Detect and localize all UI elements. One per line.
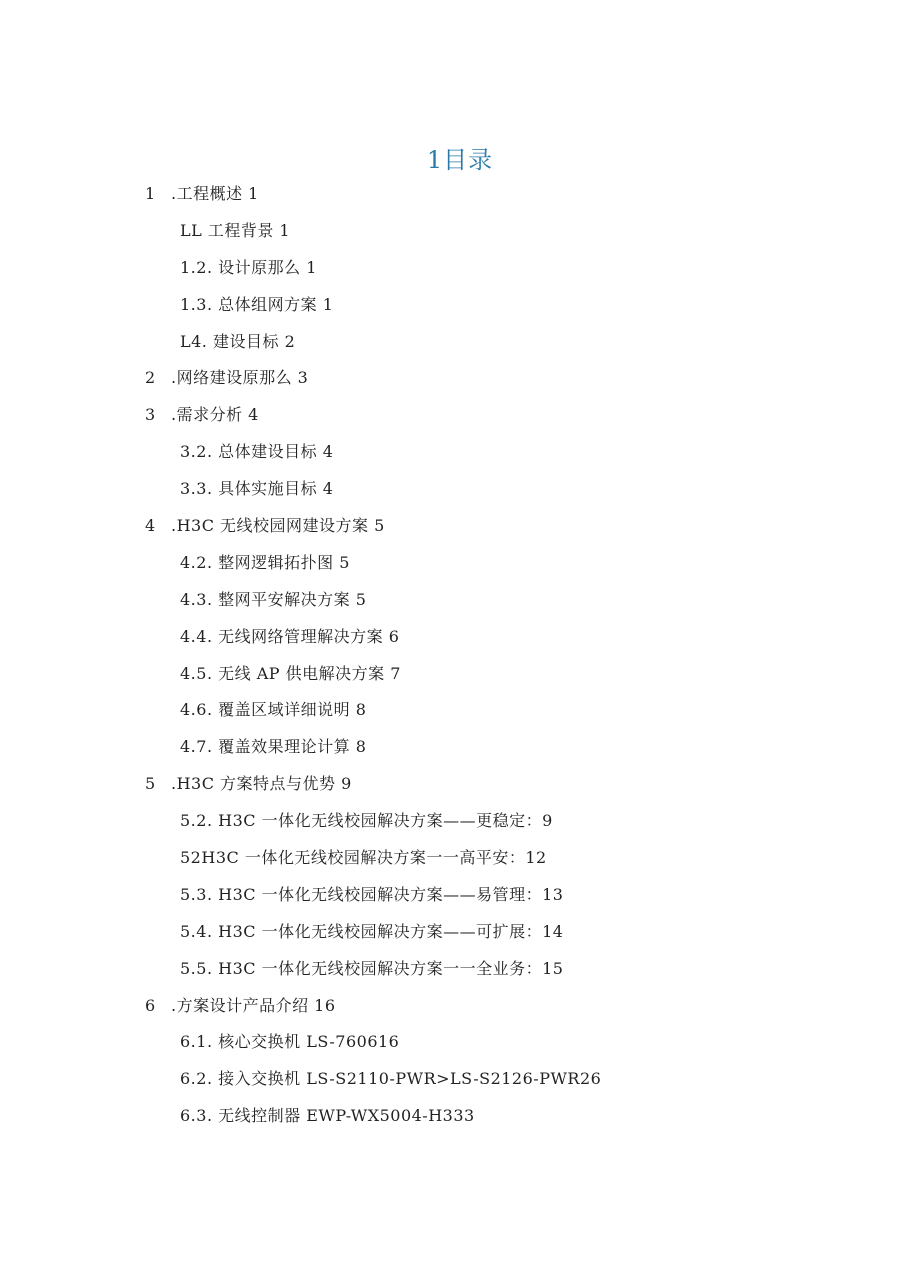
toc-entry-text: 5.3. H3C 一体化无线校园解决方案——易管理：13: [180, 884, 564, 904]
toc-section-entry[interactable]: [0, 291, 920, 328]
toc-entry-text: 1.3. 总体组网方案 1: [180, 294, 334, 314]
toc-chapter-number: 3: [145, 405, 156, 425]
toc-section-entry[interactable]: [0, 254, 920, 291]
toc-entry-text: .网络建设原那么 3: [171, 368, 309, 388]
toc-entry-text: 5.2. H3C 一体化无线校园解决方案——更稳定：9: [180, 811, 553, 831]
toc-entry-text: 3.3. 具体实施目标 4: [180, 479, 334, 499]
toc-section-entry[interactable]: [0, 1065, 920, 1102]
toc-entry-text: 3.2. 总体建设目标 4: [180, 442, 334, 462]
toc-entry-text: 6.1. 核心交换机 LS-760616: [180, 1032, 400, 1052]
toc-chapter-entry[interactable]: [0, 992, 920, 1029]
toc-chapter-entry[interactable]: [0, 401, 920, 438]
page-title: 1目录: [426, 146, 494, 174]
toc-entry-text: .方案设计产品介绍 16: [171, 995, 336, 1015]
toc-section-entry[interactable]: [0, 475, 920, 512]
toc-section-entry[interactable]: [0, 881, 920, 918]
toc-entry-text: .H3C 无线校园网建设方案 5: [171, 516, 385, 536]
toc-entry-text: .H3C 方案特点与优势 9: [171, 774, 352, 794]
toc-entry-text: .需求分析 4: [171, 405, 259, 425]
toc-chapter-entry[interactable]: [0, 512, 920, 549]
toc-entry-text: 4.5. 无线 AP 供电解决方案 7: [180, 663, 401, 683]
toc-section-entry[interactable]: [0, 586, 920, 623]
table-of-contents: [0, 180, 920, 1139]
toc-chapter-number: 6: [145, 995, 156, 1015]
toc-entry-text: 6.3. 无线控制器 EWP-WX5004-H333: [180, 1106, 475, 1126]
toc-section-entry[interactable]: [0, 918, 920, 955]
toc-chapter-entry[interactable]: [0, 364, 920, 401]
toc-section-entry[interactable]: [0, 733, 920, 770]
toc-entry-text: 5.5. H3C 一体化无线校园解决方案一一全业务：15: [180, 958, 564, 978]
toc-entry-text: 4.2. 整网逻辑拓扑图 5: [180, 552, 350, 572]
toc-entry-text: 4.4. 无线网络管理解决方案 6: [180, 626, 400, 646]
toc-entry-text: 6.2. 接入交换机 LS-S2110-PWR>LS-S2126-PWR26: [180, 1069, 602, 1089]
toc-entry-text: 5.4. H3C 一体化无线校园解决方案——可扩展：14: [180, 921, 564, 941]
toc-chapter-entry[interactable]: [0, 180, 920, 217]
toc-chapter-entry[interactable]: [0, 770, 920, 807]
toc-section-entry[interactable]: [0, 438, 920, 475]
toc-section-entry[interactable]: [0, 696, 920, 733]
toc-chapter-number: 5: [145, 774, 156, 794]
toc-chapter-number: 4: [145, 516, 156, 536]
toc-section-entry[interactable]: [0, 660, 920, 697]
toc-section-entry[interactable]: [0, 1102, 920, 1139]
toc-entry-text: LL 工程背景 1: [180, 220, 291, 240]
toc-entry-text: 4.3. 整网平安解决方案 5: [180, 589, 367, 609]
toc-section-entry[interactable]: [0, 328, 920, 365]
toc-entry-text: 4.7. 覆盖效果理论计算 8: [180, 737, 367, 757]
toc-section-entry[interactable]: [0, 217, 920, 254]
toc-section-entry[interactable]: [0, 623, 920, 660]
toc-entry-text: 52H3C 一体化无线校园解决方案一一高平安：12: [180, 848, 547, 868]
toc-chapter-number: 1: [145, 184, 156, 203]
toc-chapter-number: 2: [145, 368, 156, 388]
toc-section-entry[interactable]: [0, 807, 920, 844]
toc-entry-text: 1.2. 设计原那么 1: [180, 257, 317, 277]
toc-section-entry[interactable]: [0, 1028, 920, 1065]
toc-section-entry[interactable]: [0, 955, 920, 992]
toc-section-entry[interactable]: [0, 549, 920, 586]
toc-section-entry[interactable]: [0, 844, 920, 881]
toc-entry-text: L4. 建设目标 2: [180, 331, 296, 351]
toc-entry-text: .工程概述 1: [171, 184, 259, 203]
toc-entry-text: 4.6. 覆盖区域详细说明 8: [180, 700, 367, 720]
